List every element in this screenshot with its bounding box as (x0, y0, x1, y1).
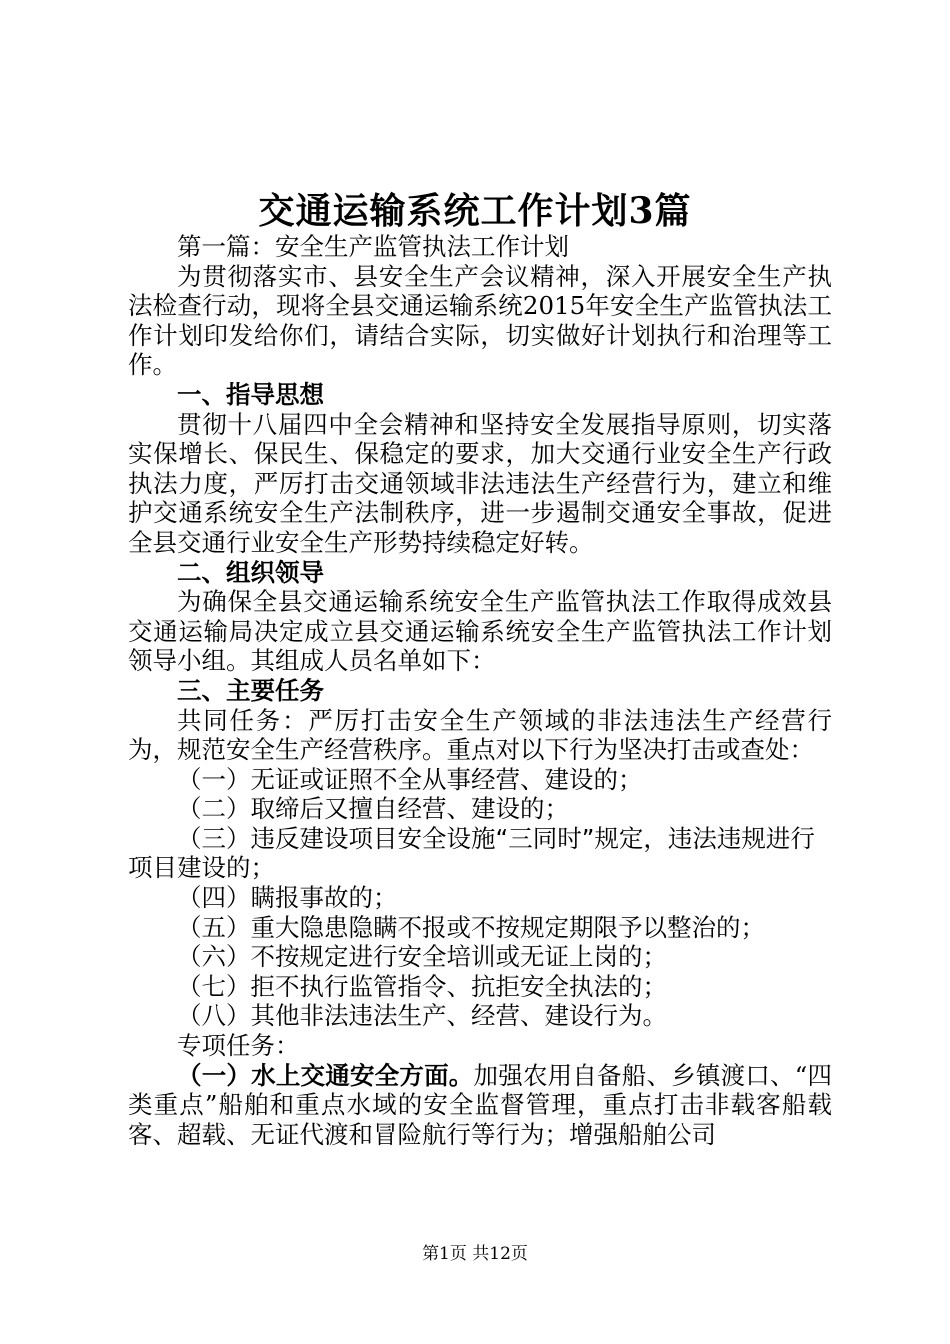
list-item: （六）不按规定进行安全培训或无证上岗的； (177, 942, 667, 972)
list-item: （二）取缔后又擅自经营、建设的； (177, 794, 569, 824)
list-item: （七）拒不执行监管指令、抗拒安全执法的； (177, 971, 667, 1001)
part-heading: 第一篇：安全生产监管执法工作计划 (177, 232, 569, 261)
guiding-ideology-paragraph: 贯彻十八届四中全会精神和坚持安全发展指导原则，切实落实保增长、保民生、保稳定的要求，加大交通行业安全生产行政执法力度，严厉打击交通领域非法违法生产经营行为，建立和维护交通系统安全生产法制秩序，进一步遏制交通安全事故，促进全县交通行业安全生产形势持续稳定好转。 (128, 409, 832, 557)
special-task-text: 加强农用自备船、乡镇渡口、“四类重点”船舶和重点水域的安全监督管理，重点打击非载客船载客、超载、无证代渡和冒险航行等行为；增强船舶公司 (128, 1060, 832, 1149)
list-item: （一）无证或证照不全从事经营、建设的； (177, 764, 643, 794)
section-heading-main-tasks: 三、主要任务 (177, 675, 324, 705)
special-tasks-label: 专项任务： (177, 1031, 300, 1061)
document-body (128, 232, 832, 1149)
organization-paragraph: 为确保全县交通运输系统安全生产监管执法工作取得成效县交通运输局决定成立县交通运输系统安全生产监管执法工作计划领导小组。其组成人员名单如下： (128, 587, 832, 676)
section-heading-guiding-ideology: 一、指导思想 (177, 379, 324, 409)
document-title: 交通运输系统工作计划3篇 (258, 190, 692, 232)
common-tasks-paragraph: 共同任务：严厉打击安全生产领域的非法违法生产经营行为，规范安全生产经营秩序。重点对以下行为坚决打击或查处： (128, 705, 832, 765)
list-item: （八）其他非法违法生产、经营、建设行为。 (177, 1001, 667, 1031)
page-number-footer: 第1页 共12页 (422, 1244, 528, 1264)
special-task-paragraph (128, 1061, 832, 1150)
list-item: （四）瞒报事故的； (177, 883, 398, 913)
intro-paragraph: 为贯彻落实市、县安全生产会议精神，深入开展安全生产执法检查行动，现将全县交通运输系统2015年安全生产监管执法工作计划印发给你们，请结合实际，切实做好计划执行和治理等工作。 (128, 261, 832, 380)
section-heading-organization: 二、组织领导 (177, 557, 324, 587)
list-item: （五）重大隐患隐瞒不报或不按规定期限予以整治的； (177, 912, 765, 942)
special-task-lead: （一）水上交通安全方面。 (177, 1060, 474, 1090)
list-item: （三）违反建设项目安全设施“三同时”规定，违法违规进行项目建设的； (128, 823, 815, 883)
